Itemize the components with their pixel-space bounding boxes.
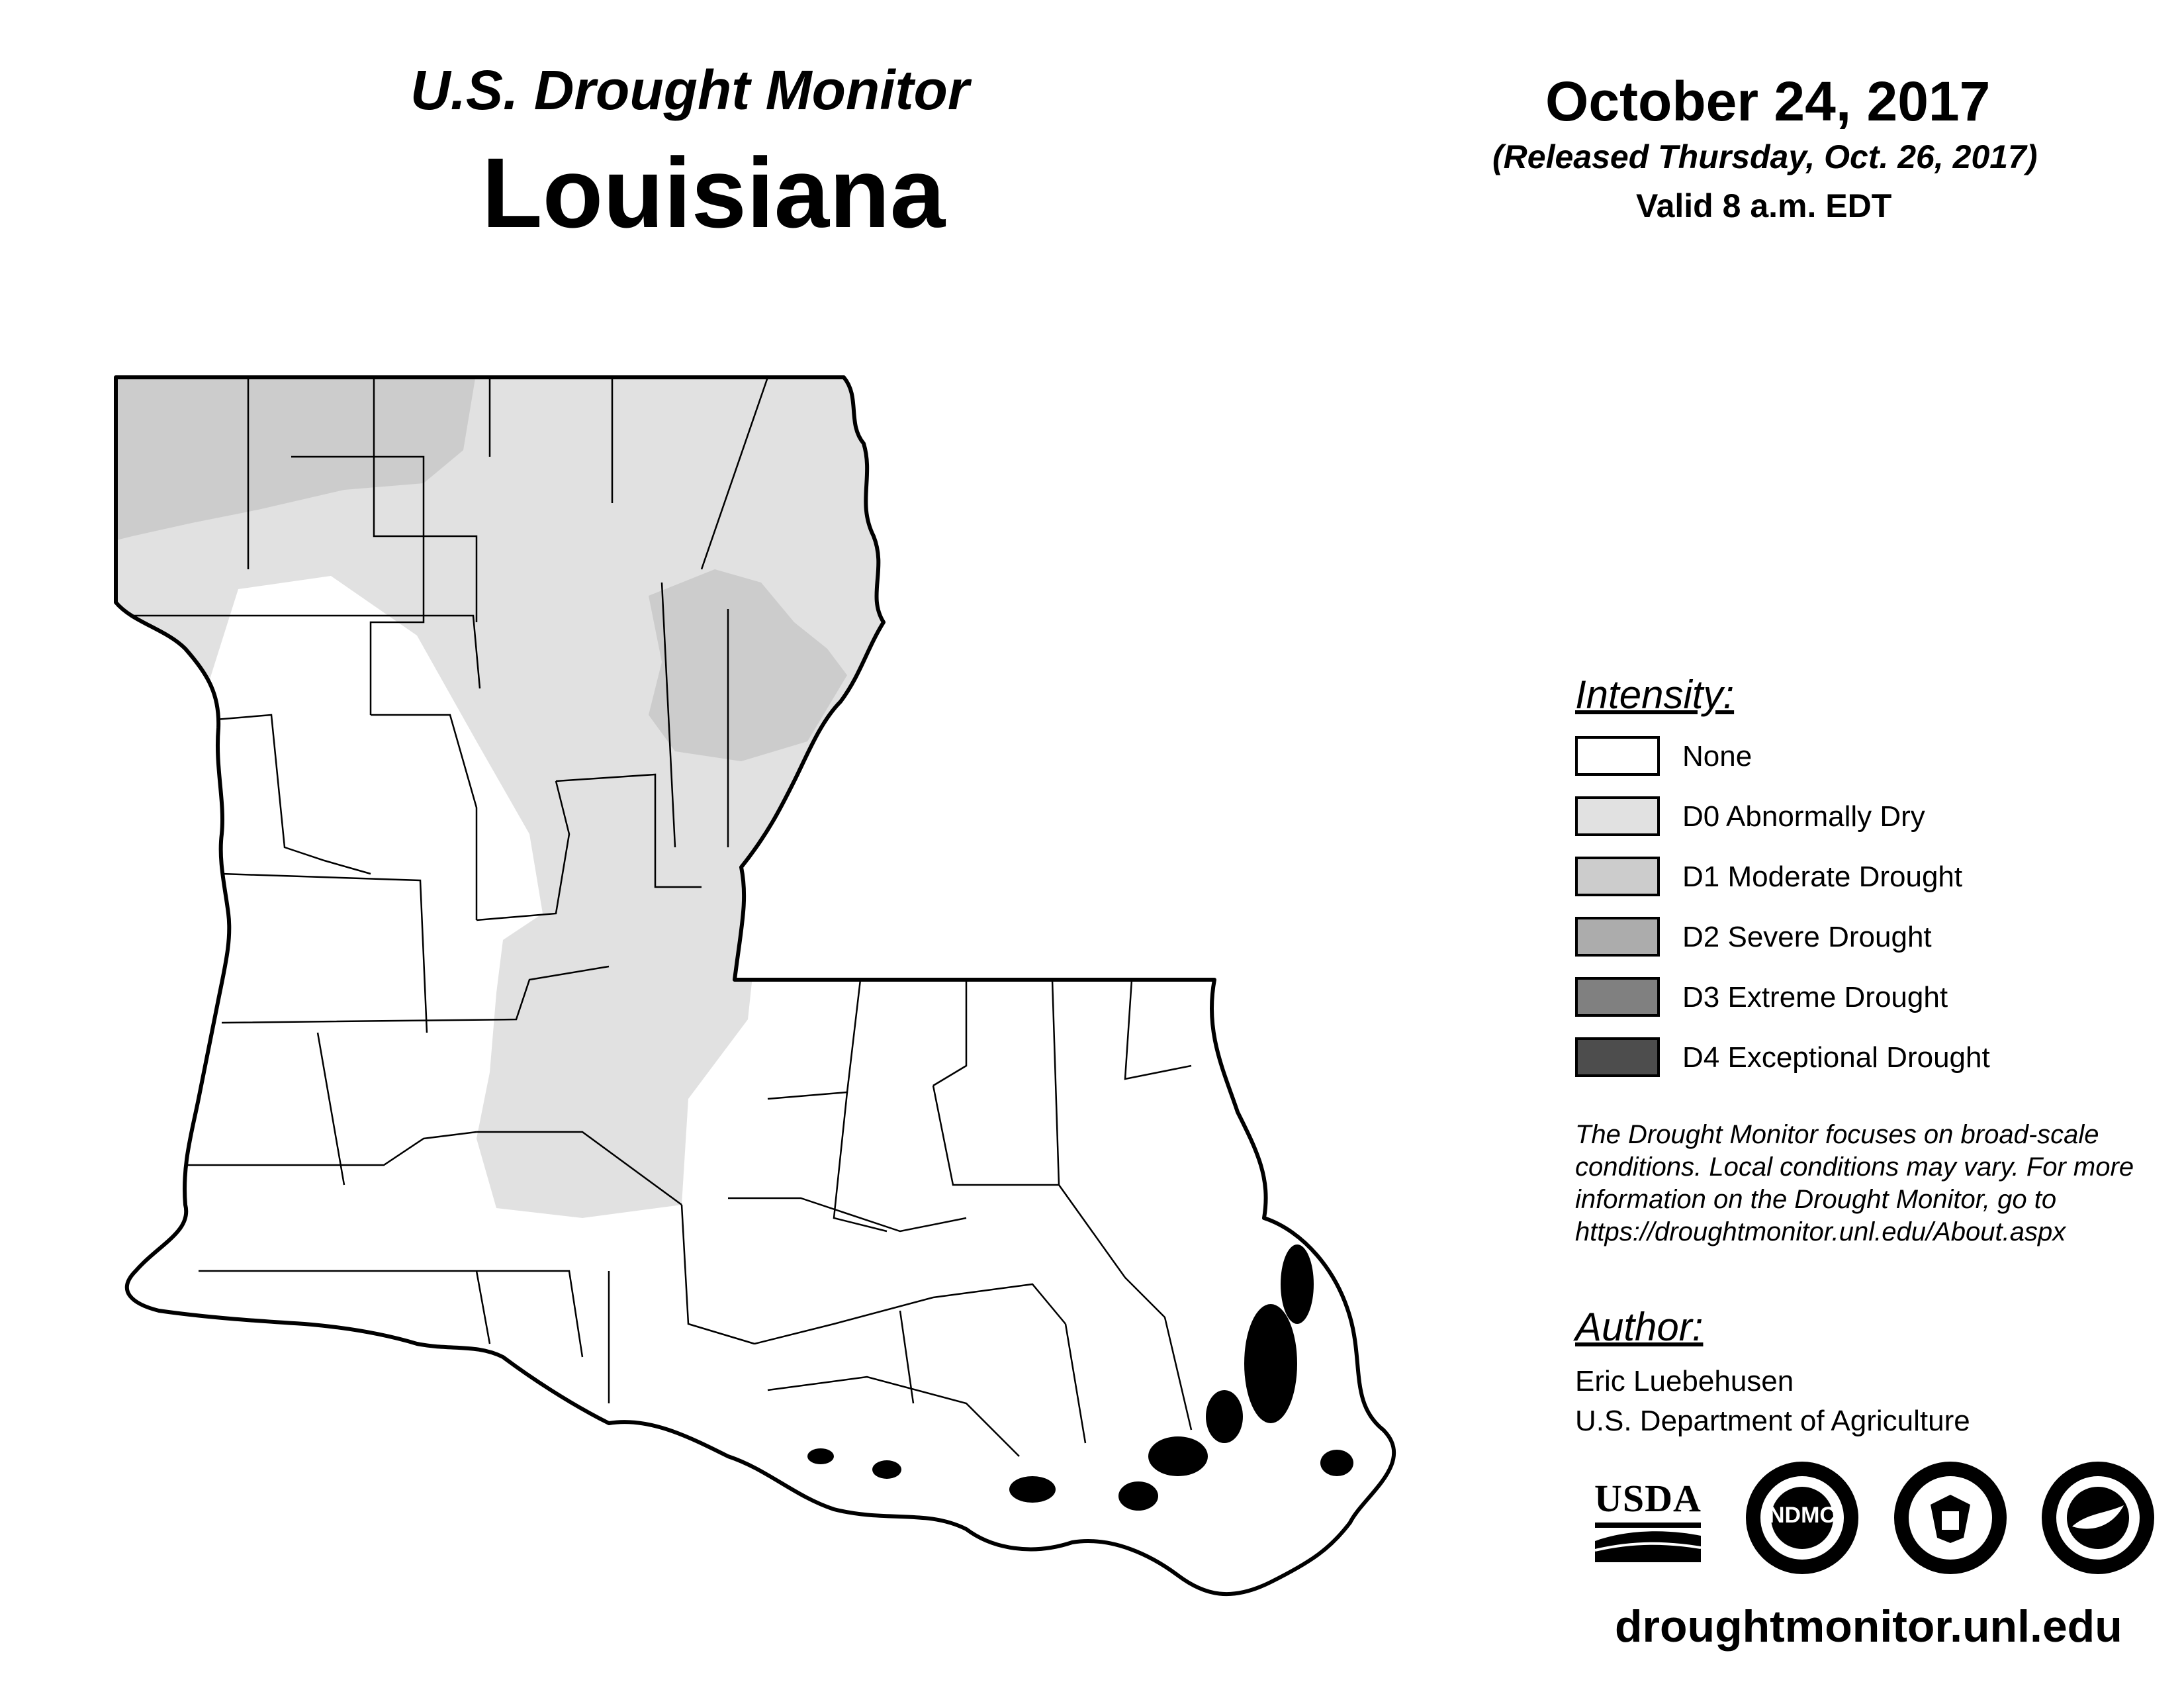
legend-label: D2 Severe Drought [1682,921,1932,953]
legend-label: D4 Exceptional Drought [1682,1041,1990,1074]
legend-swatch [1575,977,1660,1017]
legend-swatch [1575,796,1660,836]
legend-swatch [1575,736,1660,776]
legend-item-d3 [1575,977,2144,1023]
eagle-shield-icon [1927,1491,1974,1544]
legend-title: Intensity: [1575,673,1735,717]
release-date: (Released Thursday, Oct. 26, 2017) [1492,138,2038,175]
ndmc-logo-text: NDMC [1768,1503,1836,1528]
legend-swatch [1575,857,1660,896]
legend-item-d0 [1575,796,2144,843]
legend-swatch [1575,1037,1660,1077]
louisiana-drought-map [106,371,1496,1628]
legend-item-d1 [1575,857,2144,903]
valid-time: Valid 8 a.m. EDT [1636,187,1892,224]
noaa-logo [2042,1462,2154,1574]
author-name: Eric Luebehusen [1575,1365,1794,1397]
legend-label: None [1682,740,1752,773]
legend-label: D1 Moderate Drought [1682,861,1963,893]
usda-hills-icon [1595,1521,1701,1562]
legend-label: D3 Extreme Drought [1682,981,1948,1013]
author-organization: U.S. Department of Agriculture [1575,1405,1970,1437]
drought-areas [106,371,1496,1628]
legend-item-d4 [1575,1037,2144,1084]
legend-swatch [1575,917,1660,957]
usda-logo-text: USDA [1594,1477,1702,1520]
author-title: Author: [1575,1305,1704,1349]
ndmc-logo [1746,1462,1858,1574]
noaa-bird-icon [2067,1487,2129,1549]
state-title: Louisiana [482,137,946,248]
legend-item-d2 [1575,917,2144,963]
website-url[interactable]: droughtmonitor.unl.edu [1615,1601,2122,1652]
legend-item-none [1575,736,2144,782]
usda-logo [1592,1476,1704,1562]
product-title: U.S. Drought Monitor [410,59,970,121]
legend-label: D0 Abnormally Dry [1682,800,1925,833]
drought-monitor-note: The Drought Monitor focuses on broad-scale conditions. Local conditions may vary. For more information on the Drought Monitor, go to https://droughtmonitor.unl.edu/About.aspx [1575,1120,2134,1246]
map-date: October 24, 2017 [1545,70,1991,132]
department-of-commerce-seal-icon [1894,1462,2007,1574]
